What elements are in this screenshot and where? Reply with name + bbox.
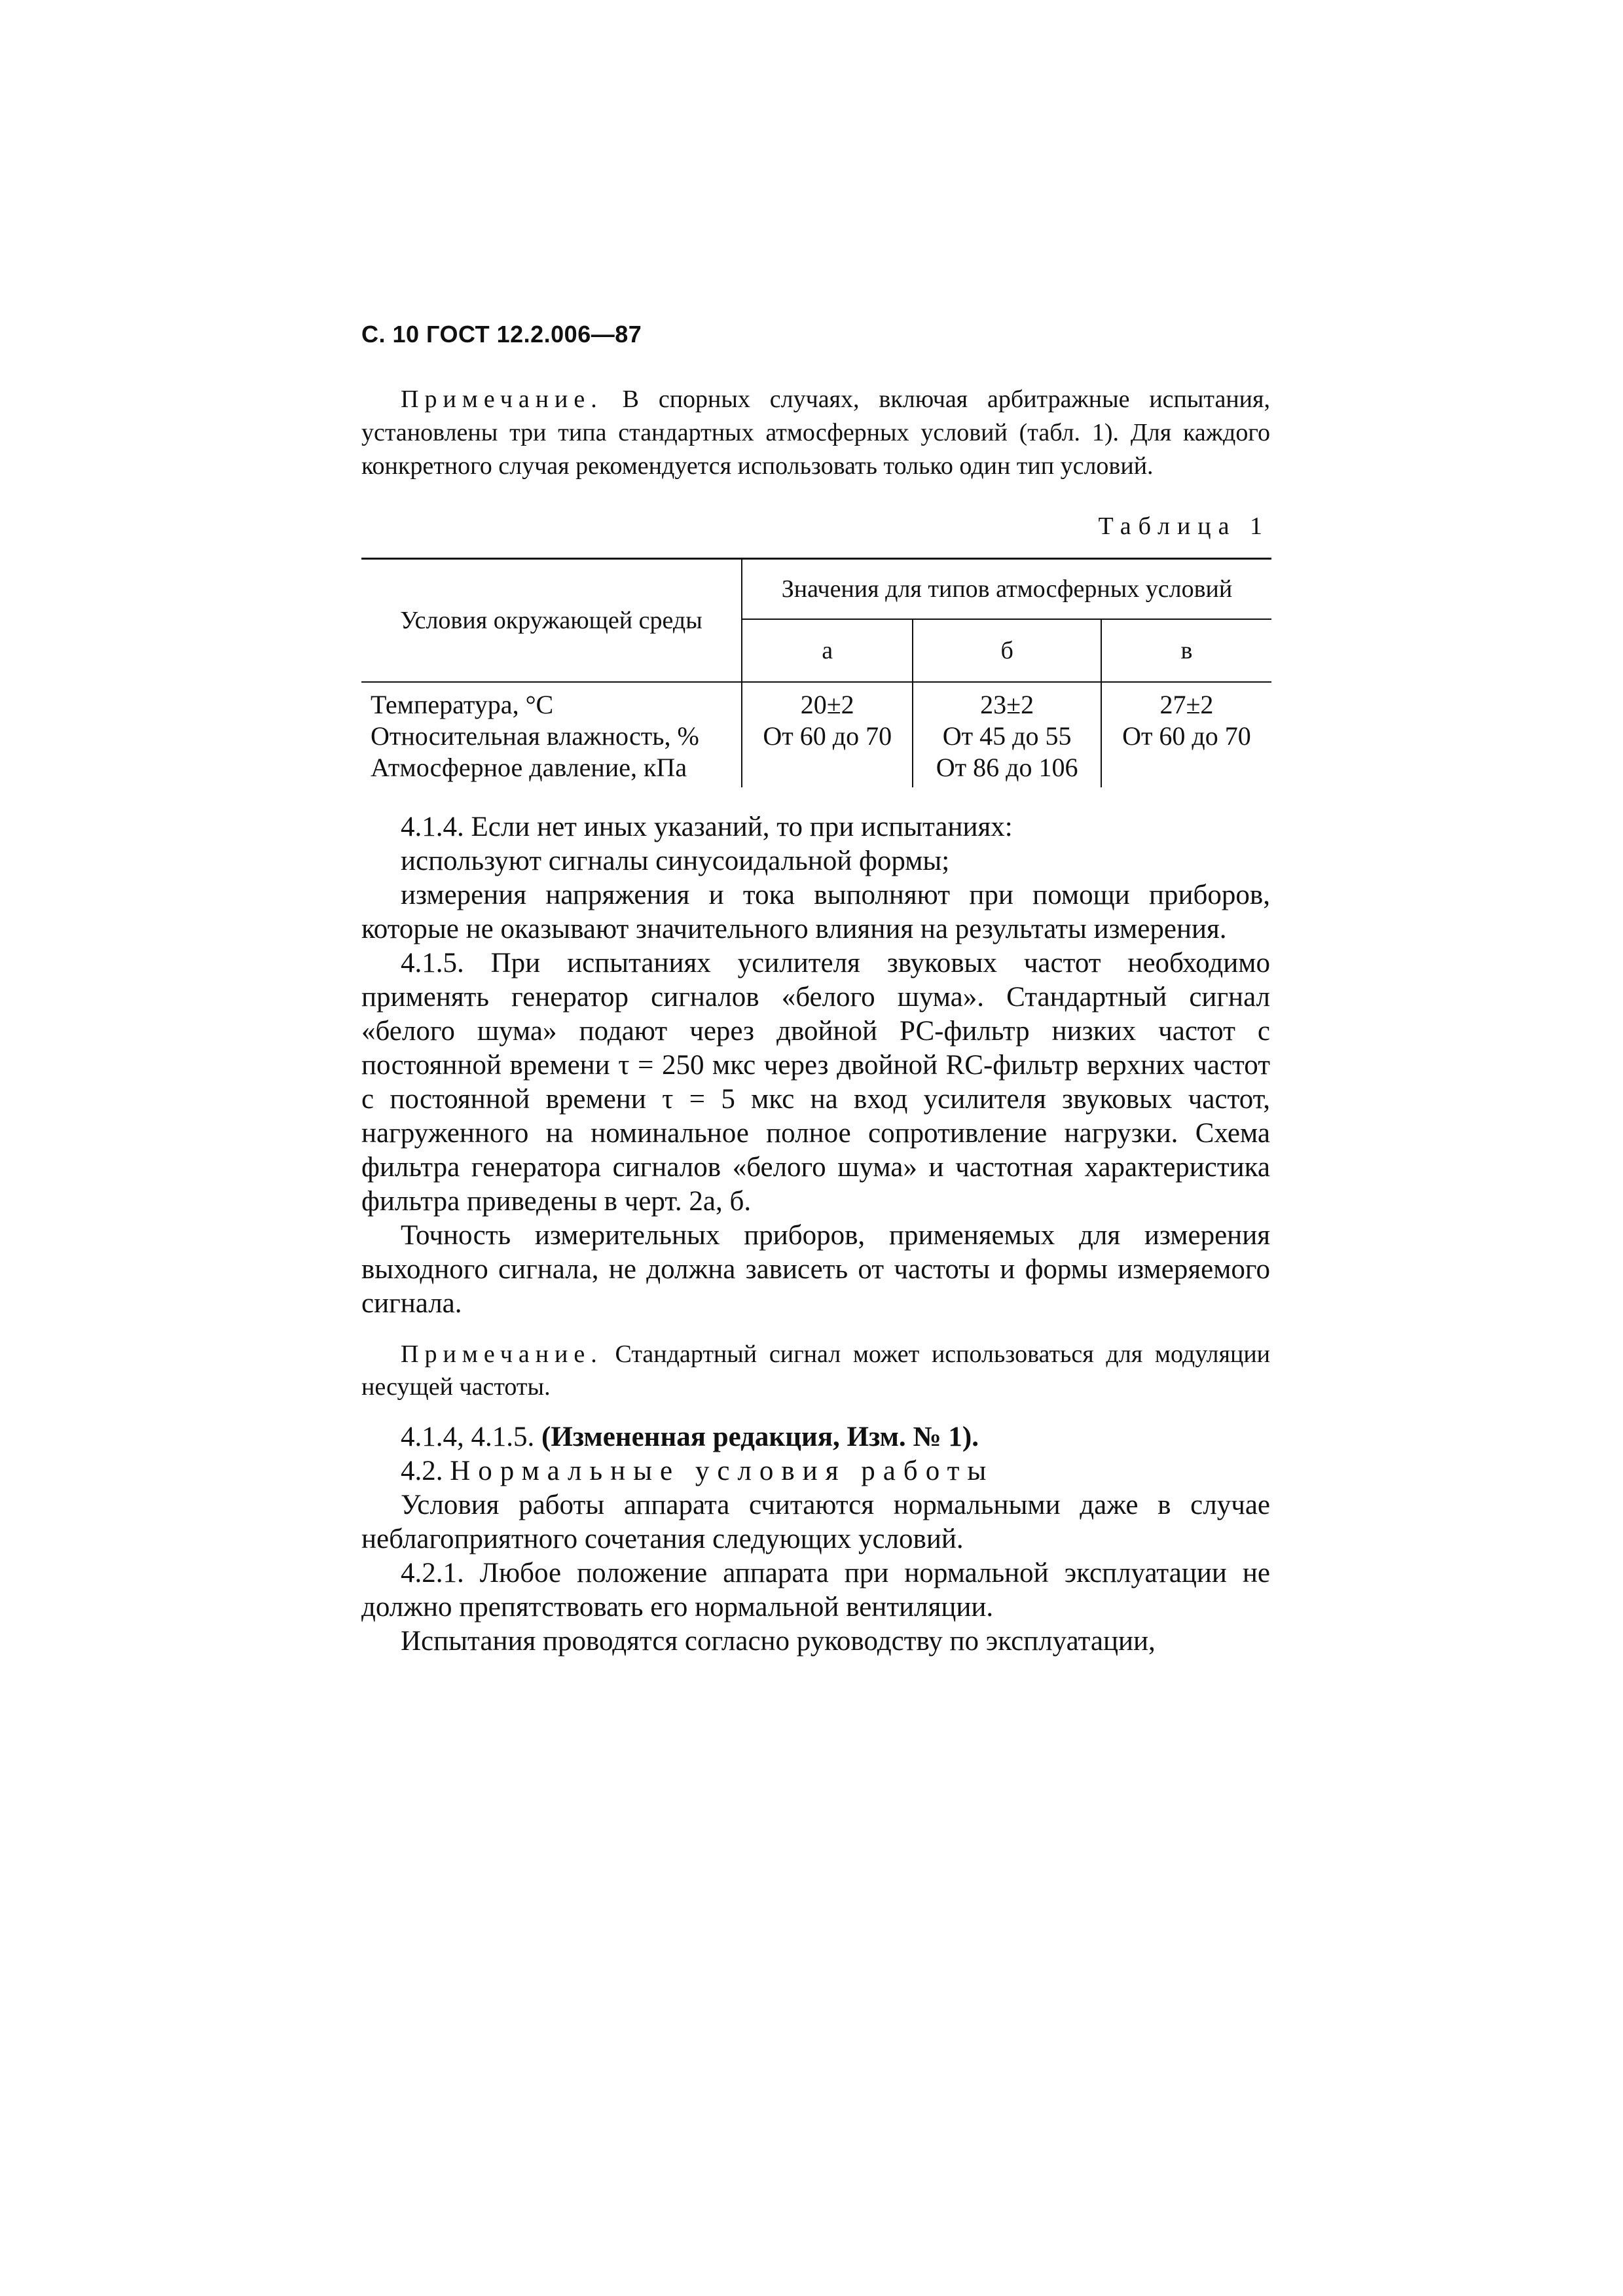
paragraph-sinusoidal: используют сигналы синусоидальной формы;	[401, 846, 950, 876]
section-title: Нормальные условия работы	[450, 1456, 994, 1486]
value-c-humidity: От 60 до 70	[1122, 721, 1251, 751]
paragraph-4-1-5: 4.1.5. При испытаниях усилителя звуковых частот необходимо применять генератор сигналов «белого шума». Стандартный сигнал «белого шума» подают через двойной РС-фильтр низких частот с постоянной времени τ = 250 мкс через двойной RC-фильтр верхних частот с постоянной времени τ = 5 мкс на вход усилителя звуковых частот, нагруженного на номинальное полное сопротивление нагрузки. Схема фильтра генератора сигналов «белого шума» и частотная характеристика фильтра приведены в черт. 2а, б.	[361, 948, 1270, 1217]
condition-pressure: Атмосферное давление, кПа	[371, 753, 687, 782]
value-a-humidity: От 60 до 70	[763, 721, 892, 751]
note-text: В спорных случаях, включая арбитражные испытания, установлены три типа стандартных атмосферных условий (табл. 1). Для каждого конкретного случая рекомендуется использовать только один тип условий.	[361, 386, 1270, 480]
header-conditions: Условия окружающей среды	[361, 559, 742, 683]
header-type-a: а	[742, 619, 913, 682]
values-cell-a	[742, 682, 913, 787]
table-caption: Таблица 1	[1098, 512, 1269, 540]
note-label: Примечание.	[401, 386, 603, 413]
page-header: С. 10 ГОСТ 12.2.006—87	[361, 321, 642, 348]
value-a-temperature: 20±2	[800, 690, 854, 719]
paragraph-amendment	[361, 1420, 1270, 1454]
value-b-pressure: От 86 до 106	[936, 753, 1078, 782]
value-b-temperature: 23±2	[980, 690, 1034, 719]
paragraph-measurements: измерения напряжения и тока выполняют при помощи приборов, которые не оказывают значительного влияния на результаты измерения.	[361, 880, 1270, 944]
value-c-temperature: 27±2	[1159, 690, 1214, 719]
note-2	[361, 1338, 1270, 1403]
header-type-c: в	[1101, 619, 1271, 682]
value-b-humidity: От 45 до 55	[942, 721, 1072, 751]
paragraph-conditions: Условия работы аппарата считаются нормальными даже в случае неблагоприятного сочетания следующих условий.	[361, 1490, 1270, 1554]
amendment-bold: (Измененная редакция, Изм. № 1).	[541, 1422, 979, 1452]
condition-humidity: Относительная влажность, %	[371, 721, 699, 751]
table-row	[361, 682, 1271, 787]
note-paragraph	[361, 383, 1270, 483]
conditions-table	[361, 558, 1271, 787]
note-block	[361, 383, 1270, 483]
header-type-b: б	[913, 619, 1101, 682]
amendment-prefix: 4.1.4, 4.1.5.	[401, 1422, 541, 1452]
values-cell-b	[913, 682, 1101, 787]
note-2-label: Примечание.	[401, 1340, 603, 1368]
section-number: 4.2.	[401, 1456, 450, 1486]
paragraph-4-2-1: 4.2.1. Любое положение аппарата при нормальной эксплуатации не должно препятствовать его нормальной вентиляции.	[361, 1558, 1270, 1623]
note-2-text: Стандартный сигнал может использоваться для модуляции несущей частоты.	[361, 1340, 1270, 1401]
conditions-cell	[361, 682, 742, 787]
condition-temperature: Температура, °С	[371, 690, 554, 719]
paragraph-accuracy: Точность измерительных приборов, применяемых для измерения выходного сигнала, не должна зависеть от частоты и формы измеряемого сигнала.	[361, 1220, 1270, 1319]
body-text	[361, 810, 1270, 1659]
paragraph-tests: Испытания проводятся согласно руководству по эксплуатации,	[401, 1626, 1156, 1657]
paragraph-4-1-4: 4.1.4. Если нет иных указаний, то при испытаниях:	[401, 812, 1013, 842]
paragraph-4-2	[361, 1454, 1270, 1488]
values-cell-c	[1101, 682, 1271, 787]
header-values: Значения для типов атмосферных условий	[742, 559, 1271, 620]
